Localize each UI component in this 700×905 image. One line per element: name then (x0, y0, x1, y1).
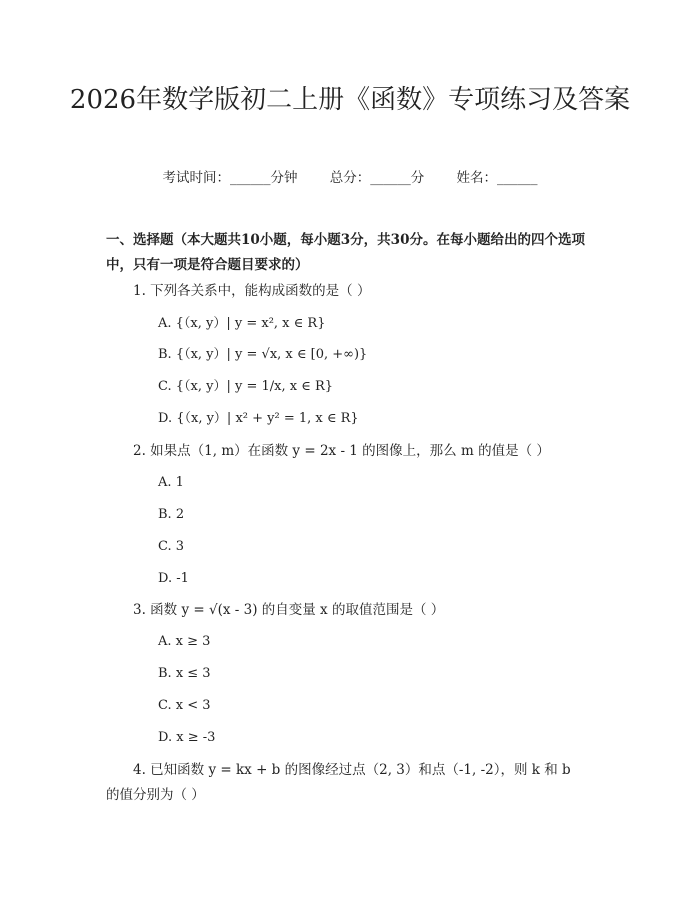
student-name-label: 姓名：______ (456, 170, 538, 186)
question-1-option-a: A. {（x, y）| y = x², x ∈ R} (158, 316, 326, 331)
question-2-option-d: D. -1 (158, 571, 189, 586)
question-2-option-b: B. 2 (158, 507, 185, 522)
question-1-option-c: C. {（x, y）| y = 1/x, x ∈ R} (158, 379, 333, 394)
question-2-option-c: C. 3 (158, 539, 185, 554)
question-2-option-a: A. 1 (158, 475, 184, 490)
section-heading: 一、选择题（本大题共10小题，每小题3分，共30分。在每小题给出的四个选项中，只有一项是符合题目要求的） (106, 232, 585, 273)
exam-time-label: 考试时间：______分钟 (162, 170, 298, 186)
question-3-option-b: B. x ≤ 3 (158, 666, 211, 681)
question-3-option-d: D. x ≥ -3 (158, 730, 216, 745)
exam-info-row (0, 168, 700, 188)
total-score-label: 总分：______分 (329, 170, 425, 186)
question-1-stem: 1. 下列各关系中，能构成函数的是（ ） (133, 283, 371, 299)
question-1-option-b: B. {（x, y）| y = √x, x ∈ [0, +∞)} (158, 347, 368, 362)
question-1-option-d: D. {（x, y）| x² + y² = 1, x ∈ R} (158, 411, 359, 426)
question-3-option-c: C. x < 3 (158, 698, 211, 713)
question-2-stem: 2. 如果点（1, m）在函数 y = 2x - 1 的图像上，那么 m 的值是（ ） (133, 443, 550, 459)
question-3-option-a: A. x ≥ 3 (158, 634, 211, 649)
question-3-stem: 3. 函数 y = √(x - 3) 的自变量 x 的取值范围是（ ） (133, 602, 445, 618)
question-4-stem: 4. 已知函数 y = kx + b 的图像经过点（2, 3）和点（-1, -2），则 k 和 b 的值分别为（ ） (106, 762, 571, 803)
document-title: 2026年数学版初二上册《函数》专项练习及答案 (69, 85, 631, 115)
